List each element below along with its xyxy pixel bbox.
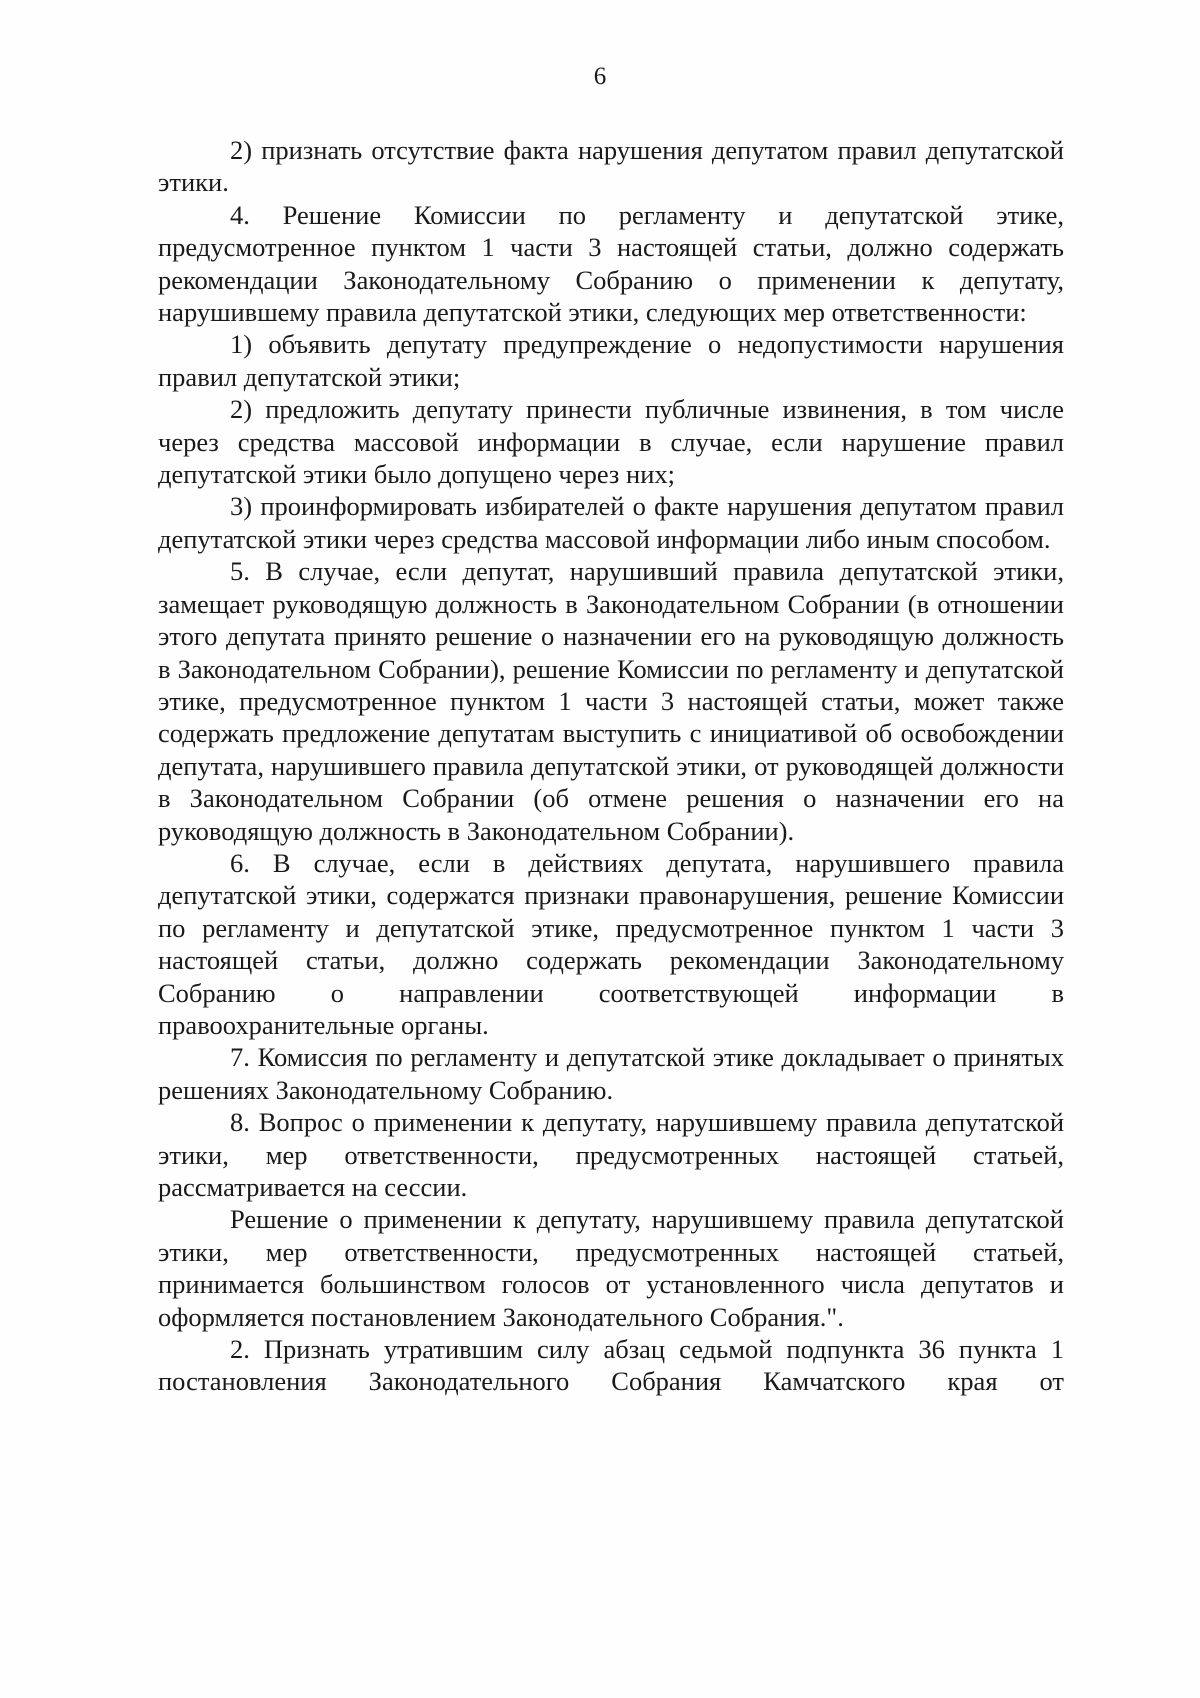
paragraph-subitem-3-inform-voters: 3) проинформировать избирателей о факте нарушения депутатом правил депутатской этики через средства массовой информации либо иным способом. xyxy=(158,491,1064,554)
paragraph-item-5: 5. В случае, если депутат, нарушивший правила депутатской этики, замещает руководящую должность в Законодательном Собрании (в отношении этого депутата принято решение о назначении его на руководящую должность в Законодательном Собрании), решение Комиссии по регламенту и депутатской этике, предусмотренное пунктом 1 части 3 настоящей статьи, может также содержать предложение депутатам выступить с инициативой об освобождении депутата, нарушившего правила депутатской этики, от руководящей должности в Законодательном Собрании (об отмене решения о назначении его на руководящую должность в Законодательном Собрании). xyxy=(158,556,1064,846)
paragraph-subitem-2-no-violation: 2) признать отсутствие факта нарушения депутатом правил депутатской этики. xyxy=(158,135,1064,198)
paragraph-item-7: 7. Комиссия по регламенту и депутатской этике докладывает о принятых решениях Законодательному Собранию. xyxy=(158,1042,1064,1105)
paragraph-decision: Решение о применении к депутату, нарушившему правила депутатской этики, мер ответственности, предусмотренных настоящей статьей, принимается большинством голосов от установленного числа депутатов и оформляется постановлением Законодательного Собрания.". xyxy=(158,1204,1064,1332)
paragraph-item-6: 6. В случае, если в действиях депутата, нарушившего правила депутатской этики, содержатся признаки правонарушения, решение Комиссии по регламенту и депутатской этике, предусмотренное пунктом 1 части 3 настоящей статьи, должно содержать рекомендации Законодательному Собранию о направлении соответствующей информации в правоохранительные органы. xyxy=(158,847,1064,1040)
page-number: 6 xyxy=(593,63,607,90)
paragraph-article-2: 2. Признать утратившим силу абзац седьмой подпункта 36 пункта 1 постановления Законодательного Собрания Камчатского края от xyxy=(158,1334,1064,1397)
document-body xyxy=(158,134,1064,1398)
paragraph-item-4: 4. Решение Комиссии по регламенту и депутатской этике, предусмотренное пунктом 1 части 3 настоящей статьи, должно содержать рекомендации Законодательному Собранию о применении к депутату, нарушившему правила депутатской этики, следующих мер ответственности: xyxy=(158,199,1064,328)
paragraph-subitem-1-warning: 1) объявить депутату предупреждение о недопустимости нарушения правил депутатской этики; xyxy=(158,329,1064,392)
paragraph-subitem-2-apology: 2) предложить депутату принести публичные извинения, в том числе через средства массовой информации в случае, если нарушение правил депутатской этики было допущено через них; xyxy=(158,394,1064,490)
paragraph-item-8: 8. Вопрос о применении к депутату, нарушившему правила депутатской этики, мер ответственности, предусмотренных настоящей статьей, рассматривается на сессии. xyxy=(158,1107,1064,1202)
